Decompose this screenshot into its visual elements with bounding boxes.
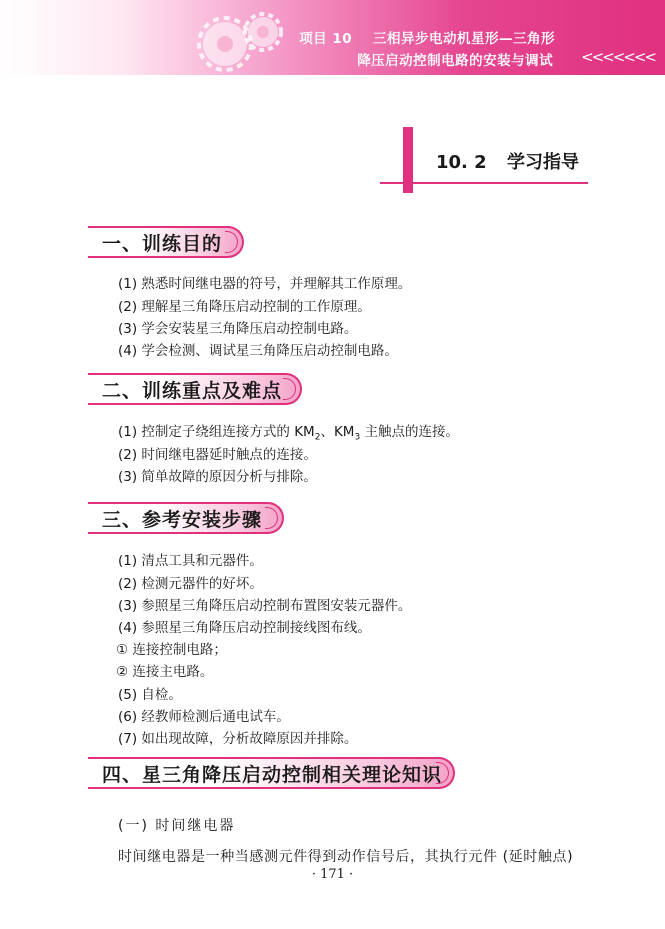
section-underline: [380, 182, 588, 184]
subscript: 2: [314, 432, 321, 443]
subsection-title: (一) 时间继电器: [118, 818, 236, 834]
list-item: (4) 参照星三角降压启动控制接线图布线。: [118, 620, 371, 636]
list-item: (4) 学会检测、调试星三角降压启动控制电路。: [118, 343, 398, 359]
list-item-text: 、KM: [320, 424, 355, 440]
list-item: (2) 检测元器件的好坏。: [118, 576, 263, 592]
gear-icon: [185, 6, 305, 72]
header-title-line2: 降压启动控制电路的安装与调试: [357, 53, 554, 69]
list-item: (7) 如出现故障，分析故障原因并排除。: [118, 731, 358, 747]
heading-training-goals: 一、训练目的: [102, 233, 223, 255]
header-title: [299, 28, 555, 72]
list-item: (2) 时间继电器延时触点的连接。: [118, 447, 317, 463]
list-item: (6) 经教师检测后通电试车。: [118, 709, 290, 725]
heading-install-steps: 三、参考安装步骤: [102, 509, 263, 531]
list-item: [118, 420, 459, 443]
header-banner: [0, 0, 665, 75]
list-item-text: (1) 控制定子绕组连接方式的 KM: [118, 424, 315, 440]
section-title: [436, 148, 579, 174]
list-item: (3) 学会安装星三角降压启动控制电路。: [118, 321, 358, 337]
heading-theory: 四、星三角降压启动控制相关理论知识: [102, 764, 443, 786]
list-item: (2) 理解星三角降压启动控制的工作原理。: [118, 299, 371, 315]
list-item: ① 连接控制电路；: [116, 642, 227, 658]
list-item-text: 主触点的连接。: [360, 424, 459, 440]
heading-key-points: 二、训练重点及难点: [102, 380, 283, 402]
chevron-left-icon: <<<<<<<: [581, 48, 655, 66]
list-item: (1) 清点工具和元器件。: [118, 553, 263, 569]
header-title-line1: 三相异步电动机星形—三角形: [373, 31, 555, 47]
page-number: · 171 ·: [311, 867, 354, 882]
list-item: ② 连接主电路。: [116, 664, 214, 680]
body-paragraph: 时间继电器是一种当感测元件得到动作信号后，其执行元件 (延时触点): [118, 849, 574, 865]
section-title-text: 学习指导: [506, 152, 579, 173]
list-item: (3) 简单故障的原因分析与排除。: [118, 469, 317, 485]
section-number: 10. 2: [436, 152, 487, 173]
list-item: (3) 参照星三角降压启动控制布置图安装元器件。: [118, 598, 412, 614]
project-label: 项目 10: [299, 31, 353, 47]
subscript: 3: [354, 432, 361, 443]
list-item: (5) 自检。: [118, 687, 182, 703]
list-item: (1) 熟悉时间继电器的符号，并理解其工作原理。: [118, 276, 412, 292]
